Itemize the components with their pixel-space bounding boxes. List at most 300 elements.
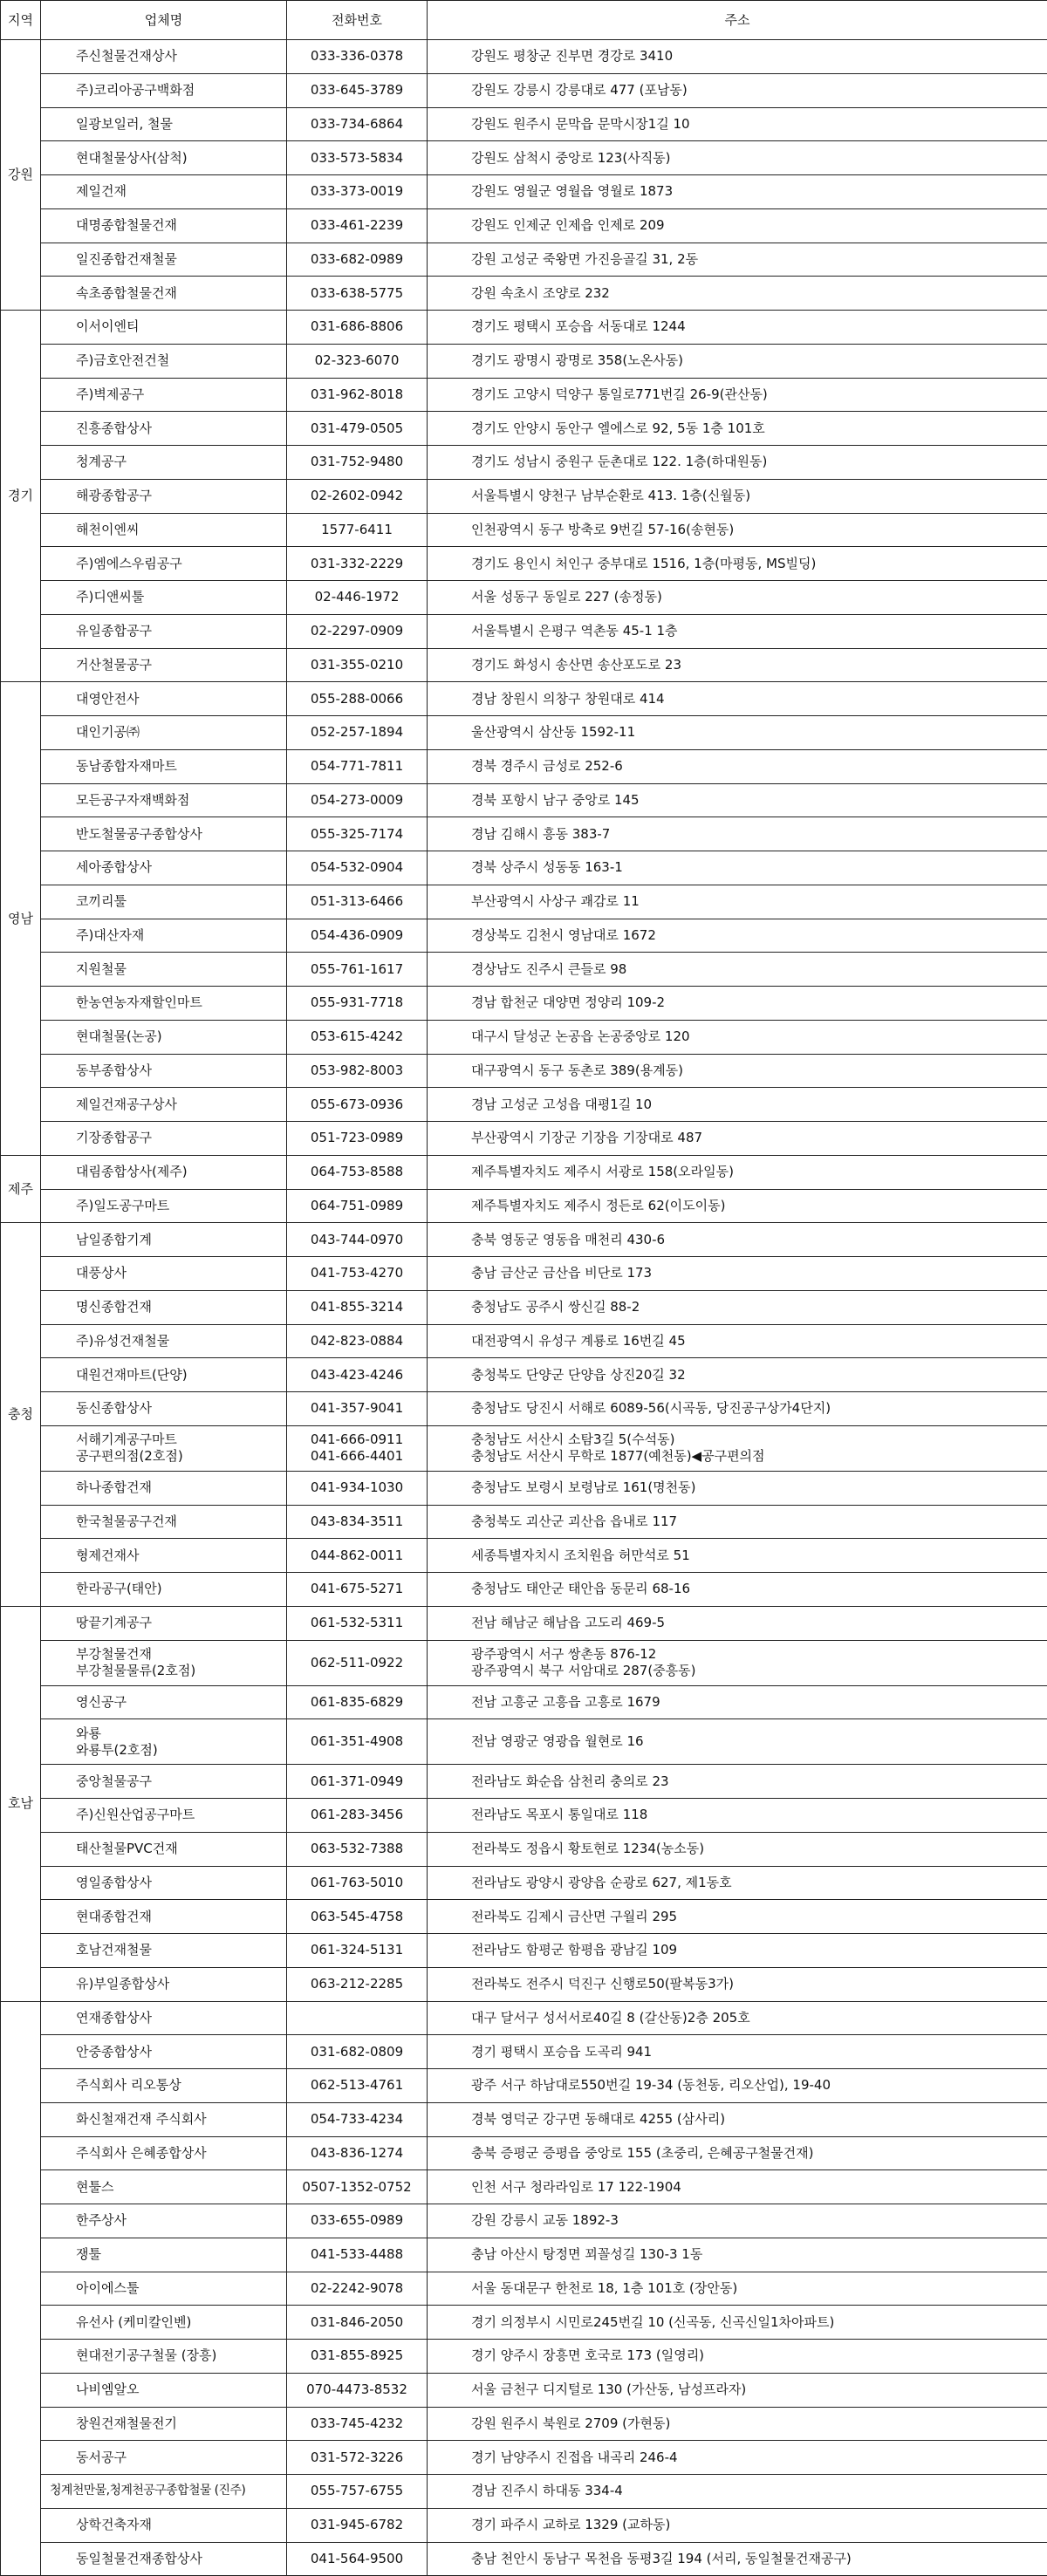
table-row xyxy=(1,783,1047,817)
phone-cell xyxy=(287,648,428,682)
phone-number-line: 02-446-1972 xyxy=(291,589,423,605)
address-line: 경기도 광명시 광명로 358(노온사동) xyxy=(471,352,1042,369)
table-row xyxy=(1,953,1047,987)
phone-cell xyxy=(287,1606,428,1640)
address-line: 전라북도 김제시 금산면 구월리 295 xyxy=(471,1909,1042,1925)
phone-cell xyxy=(287,1054,428,1088)
address-line: 울산광역시 삼산동 1592-11 xyxy=(471,724,1042,741)
table-row xyxy=(1,1290,1047,1324)
address-cell xyxy=(428,344,1047,378)
company-name-line: 세아종합상사 xyxy=(76,859,281,876)
address-cell xyxy=(428,1505,1047,1539)
table-row xyxy=(1,1155,1047,1189)
company-name-line: 호남건재철물 xyxy=(76,1942,281,1958)
address-line: 경남 진주시 하대동 334-4 xyxy=(471,2483,1042,2499)
address-line: 광주광역시 서구 쌍촌동 876-12 xyxy=(471,1646,1042,1663)
address-cell xyxy=(428,2373,1047,2407)
table-row xyxy=(1,2069,1047,2103)
address-line: 충청북도 괴산군 괴산읍 읍내로 117 xyxy=(471,1513,1042,1530)
phone-number-line: 033-336-0378 xyxy=(291,48,423,65)
address-line: 강원도 평창군 진부면 경강로 3410 xyxy=(471,48,1042,65)
address-cell xyxy=(428,2069,1047,2103)
address-cell xyxy=(428,614,1047,648)
address-line: 제주특별자치도 제주시 서광로 158(오라일동) xyxy=(471,1164,1042,1180)
company-name-cell xyxy=(41,2238,287,2272)
address-line: 경남 고성군 고성읍 대평1길 10 xyxy=(471,1097,1042,1113)
table-row xyxy=(1,648,1047,682)
phone-cell xyxy=(287,2508,428,2542)
address-line: 광주광역시 북구 서암대로 287(중흥동) xyxy=(471,1663,1042,1679)
table-row xyxy=(1,1934,1047,1968)
table-row xyxy=(1,208,1047,243)
phone-cell xyxy=(287,446,428,480)
address-line: 인천광역시 동구 방축로 9번길 57-16(송현동) xyxy=(471,522,1042,538)
address-line: 충남 금산군 금산읍 비단로 173 xyxy=(471,1265,1042,1281)
company-name-cell xyxy=(41,378,287,412)
phone-cell xyxy=(287,919,428,953)
address-line: 서울특별시 은평구 역촌동 45-1 1층 xyxy=(471,623,1042,639)
address-cell xyxy=(428,1290,1047,1324)
company-name-line: 아이에스툴 xyxy=(76,2280,281,2297)
table-row xyxy=(1,614,1047,648)
address-cell xyxy=(428,2136,1047,2170)
phone-cell xyxy=(287,2542,428,2576)
company-name-cell xyxy=(41,716,287,750)
company-name-line: 유선사 (케미칼인벤) xyxy=(76,2314,281,2331)
phone-cell xyxy=(287,1088,428,1122)
company-name-line: 대인기공㈜ xyxy=(76,724,281,741)
table-body xyxy=(1,40,1047,2576)
phone-cell xyxy=(287,682,428,716)
address-cell xyxy=(428,1866,1047,1900)
address-cell xyxy=(428,446,1047,480)
company-name-cell xyxy=(41,175,287,209)
address-line: 강원 속초시 조양로 232 xyxy=(471,285,1042,302)
company-name-cell xyxy=(41,40,287,74)
phone-cell xyxy=(287,1223,428,1257)
phone-cell xyxy=(287,277,428,311)
company-name-cell xyxy=(41,243,287,277)
region-cell: 경기 xyxy=(1,311,41,682)
phone-number-line: 031-682-0809 xyxy=(291,2044,423,2060)
phone-cell xyxy=(287,1471,428,1505)
phone-cell xyxy=(287,581,428,615)
table-row xyxy=(1,107,1047,141)
table-row xyxy=(1,1358,1047,1392)
phone-number-line: 031-752-9480 xyxy=(291,454,423,470)
company-name-line: 부강철물물류(2호점) xyxy=(76,1663,281,1679)
phone-cell xyxy=(287,513,428,547)
table-row xyxy=(1,1223,1047,1257)
address-line: 대구 달서구 성서서로40길 8 (갈산동)2층 205호 xyxy=(471,2010,1042,2026)
address-cell xyxy=(428,1900,1047,1934)
address-cell xyxy=(428,1573,1047,1607)
company-name-cell xyxy=(41,1539,287,1573)
company-name-cell xyxy=(41,141,287,175)
company-name-line: 와룡투(2호점) xyxy=(76,1742,281,1759)
company-name-line: 기장종합공구 xyxy=(76,1130,281,1146)
phone-number-line: 054-532-0904 xyxy=(291,859,423,876)
company-name-line: 청계천만물,청계천공구종합철물 (진주) xyxy=(50,2483,281,2499)
company-name-line: 안중종합상사 xyxy=(76,2044,281,2060)
phone-number-line: 033-461-2239 xyxy=(291,217,423,234)
company-name-line: 현대철물(논공) xyxy=(76,1028,281,1045)
phone-number-line: 031-355-0210 xyxy=(291,657,423,673)
company-name-line: 반도철물공구종합상사 xyxy=(76,826,281,843)
phone-cell xyxy=(287,175,428,209)
address-line: 충청남도 태안군 태안읍 동문리 68-16 xyxy=(471,1581,1042,1597)
company-name-cell xyxy=(41,682,287,716)
company-name-line: 청계공구 xyxy=(76,454,281,470)
phone-cell xyxy=(287,1719,428,1765)
address-cell xyxy=(428,1223,1047,1257)
address-cell xyxy=(428,378,1047,412)
address-line: 경기도 고양시 덕양구 통일로771번길 26-9(관산동) xyxy=(471,386,1042,403)
company-name-cell xyxy=(41,208,287,243)
phone-cell xyxy=(287,243,428,277)
phone-cell xyxy=(287,2441,428,2475)
region-cell: 충청 xyxy=(1,1223,41,1607)
company-name-line: 주)엠에스우림공구 xyxy=(76,556,281,572)
address-cell xyxy=(428,1606,1047,1640)
company-name-line: 동신종합상사 xyxy=(76,1400,281,1417)
phone-cell xyxy=(287,1020,428,1054)
company-name-line: 명신종합건재 xyxy=(76,1299,281,1315)
region-cell: 강원 xyxy=(1,40,41,311)
phone-cell xyxy=(287,1640,428,1685)
address-line: 충남 천안시 동남구 목천읍 동평3길 194 (서리, 동일철물건재공구) xyxy=(471,2551,1042,2567)
phone-number-line: 033-682-0989 xyxy=(291,251,423,268)
company-name-cell xyxy=(41,1573,287,1607)
address-cell xyxy=(428,581,1047,615)
company-name-cell xyxy=(41,1719,287,1765)
address-cell xyxy=(428,141,1047,175)
phone-cell xyxy=(287,1685,428,1719)
address-line: 전라남도 광양시 광양읍 순광로 627, 제1동호 xyxy=(471,1875,1042,1891)
company-name-cell xyxy=(41,1392,287,1426)
company-name-cell xyxy=(41,1967,287,2001)
address-cell xyxy=(428,682,1047,716)
phone-number-line: 054-273-0009 xyxy=(291,792,423,809)
table-row xyxy=(1,175,1047,209)
company-name-cell xyxy=(41,2272,287,2306)
region-cell: 호남 xyxy=(1,1606,41,2001)
company-name-cell xyxy=(41,1832,287,1866)
phone-number-line: 063-532-7388 xyxy=(291,1841,423,1857)
phone-number-line: 031-479-0505 xyxy=(291,420,423,437)
address-cell xyxy=(428,885,1047,919)
company-name-line: 현대종합건재 xyxy=(76,1909,281,1925)
table-row xyxy=(1,2306,1047,2340)
address-line: 서울 금천구 디지털로 130 (가산동, 남성프라자) xyxy=(471,2381,1042,2398)
company-name-line: 연재종합상사 xyxy=(76,2010,281,2026)
phone-number-line: 031-962-8018 xyxy=(291,386,423,403)
company-name-line: 대림종합상사(제주) xyxy=(76,1164,281,1180)
address-cell xyxy=(428,2306,1047,2340)
phone-cell xyxy=(287,2102,428,2136)
phone-cell xyxy=(287,1765,428,1799)
phone-cell xyxy=(287,987,428,1021)
phone-number-line: 1577-6411 xyxy=(291,522,423,538)
table-row xyxy=(1,1866,1047,1900)
region-cell: 제주 xyxy=(1,1155,41,1223)
phone-cell xyxy=(287,311,428,345)
phone-number-line: 043-744-0970 xyxy=(291,1232,423,1248)
company-name-cell xyxy=(41,2306,287,2340)
address-line: 경남 김해시 흥동 383-7 xyxy=(471,826,1042,843)
phone-number-line: 031-572-3226 xyxy=(291,2450,423,2466)
phone-number-line: 041-753-4270 xyxy=(291,1265,423,1281)
phone-cell xyxy=(287,2001,428,2035)
address-line: 전라남도 함평군 함평읍 광남길 109 xyxy=(471,1942,1042,1958)
company-name-cell xyxy=(41,513,287,547)
company-name-cell xyxy=(41,2373,287,2407)
company-name-line: 현툴스 xyxy=(76,2179,281,2196)
address-cell xyxy=(428,208,1047,243)
phone-cell xyxy=(287,1122,428,1156)
phone-number-line: 041-564-9500 xyxy=(291,2551,423,2567)
phone-cell xyxy=(287,817,428,851)
table-row xyxy=(1,1324,1047,1358)
company-name-line: 주)금호안전건철 xyxy=(76,352,281,369)
address-line: 경기 의정부시 시민로245번길 10 (신곡동, 신곡신일1차아파트) xyxy=(471,2314,1042,2331)
address-line: 경상남도 진주시 큰들로 98 xyxy=(471,961,1042,978)
address-line: 경남 창원시 의창구 창원대로 414 xyxy=(471,691,1042,707)
phone-number-line: 041-855-3214 xyxy=(291,1299,423,1315)
address-cell xyxy=(428,1685,1047,1719)
address-line: 충남 아산시 탕정면 꾀꼴성길 130-3 1동 xyxy=(471,2246,1042,2263)
address-cell xyxy=(428,851,1047,885)
table-row xyxy=(1,2340,1047,2374)
company-name-line: 한농연농자재할인마트 xyxy=(76,994,281,1011)
table-row xyxy=(1,513,1047,547)
phone-number-line: 052-257-1894 xyxy=(291,724,423,741)
company-name-cell xyxy=(41,479,287,513)
address-line: 서울특별시 양천구 남부순환로 413. 1층(신월동) xyxy=(471,488,1042,504)
company-name-line: 주신철물건재상사 xyxy=(76,48,281,65)
company-name-cell xyxy=(41,919,287,953)
address-cell xyxy=(428,1122,1047,1156)
phone-cell xyxy=(287,1539,428,1573)
phone-number-line: 031-855-8925 xyxy=(291,2347,423,2364)
phone-cell xyxy=(287,953,428,987)
phone-cell xyxy=(287,2069,428,2103)
address-line: 충청남도 당진시 서해로 6089-56(시곡동, 당진공구상가4단지) xyxy=(471,1400,1042,1417)
phone-cell xyxy=(287,1799,428,1833)
company-name-line: 공구편의점(2호점) xyxy=(76,1448,281,1465)
address-cell xyxy=(428,107,1047,141)
company-name-cell xyxy=(41,1257,287,1291)
company-name-line: 동남종합자재마트 xyxy=(76,758,281,775)
address-cell xyxy=(428,243,1047,277)
company-name-cell xyxy=(41,412,287,446)
company-name-cell xyxy=(41,2035,287,2069)
address-line: 부산광역시 사상구 괘감로 11 xyxy=(471,893,1042,910)
address-cell xyxy=(428,2340,1047,2374)
address-cell xyxy=(428,987,1047,1021)
address-cell xyxy=(428,2001,1047,2035)
phone-cell xyxy=(287,1392,428,1426)
address-line: 경기도 평택시 포승읍 서동대로 1244 xyxy=(471,318,1042,335)
phone-cell xyxy=(287,749,428,783)
table-row xyxy=(1,716,1047,750)
phone-number-line: 055-761-1617 xyxy=(291,961,423,978)
address-cell xyxy=(428,1471,1047,1505)
address-line: 경북 상주시 성동동 163-1 xyxy=(471,859,1042,876)
company-name-cell xyxy=(41,1866,287,1900)
address-cell xyxy=(428,1155,1047,1189)
address-line: 전라북도 전주시 덕진구 신행로50(팔복동3가) xyxy=(471,1976,1042,1992)
company-name-cell xyxy=(41,1934,287,1968)
address-cell xyxy=(428,311,1047,345)
phone-cell xyxy=(287,1189,428,1223)
phone-number-line: 054-733-4234 xyxy=(291,2111,423,2128)
table-row xyxy=(1,851,1047,885)
address-line: 부산광역시 기장군 기장읍 기장대로 487 xyxy=(471,1130,1042,1146)
address-line: 세종특별자치시 조치원읍 허만석로 51 xyxy=(471,1548,1042,1564)
company-name-line: 나비엠알오 xyxy=(76,2381,281,2398)
phone-number-line: 055-757-6755 xyxy=(291,2483,423,2499)
company-name-cell xyxy=(41,1765,287,1799)
phone-cell xyxy=(287,141,428,175)
phone-number-line: 054-436-0909 xyxy=(291,927,423,944)
company-name-line: 제일건재 xyxy=(76,183,281,200)
phone-cell xyxy=(287,2170,428,2204)
table-row xyxy=(1,2508,1047,2542)
table-row xyxy=(1,1539,1047,1573)
company-name-cell xyxy=(41,1324,287,1358)
phone-number-line: 02-2242-9078 xyxy=(291,2280,423,2297)
phone-number-line: 033-638-5775 xyxy=(291,285,423,302)
address-cell xyxy=(428,1425,1047,1471)
company-name-cell xyxy=(41,1020,287,1054)
address-line: 충북 영동군 영동읍 매천리 430-6 xyxy=(471,1232,1042,1248)
company-name-line: 진흥종합상사 xyxy=(76,420,281,437)
table-row xyxy=(1,581,1047,615)
address-cell xyxy=(428,817,1047,851)
phone-cell xyxy=(287,1257,428,1291)
company-name-cell xyxy=(41,311,287,345)
phone-number-line: 064-753-8588 xyxy=(291,1164,423,1180)
address-line: 경기 평택시 포승읍 도곡리 941 xyxy=(471,2044,1042,2060)
company-name-cell xyxy=(41,2542,287,2576)
region-cell xyxy=(1,2001,41,2576)
table-row xyxy=(1,1606,1047,1640)
table-row xyxy=(1,1020,1047,1054)
company-name-line: 주)코리아공구백화점 xyxy=(76,82,281,99)
address-line: 충북 증평군 증평읍 중앙로 155 (초중리, 은혜공구철물건재) xyxy=(471,2145,1042,2162)
address-line: 광주 서구 하남대로550번길 19-34 (동천동, 리오산업), 19-40 xyxy=(471,2077,1042,2094)
phone-cell xyxy=(287,2407,428,2441)
phone-number-line: 061-351-4908 xyxy=(291,1733,423,1750)
phone-cell xyxy=(287,208,428,243)
phone-cell xyxy=(287,1358,428,1392)
phone-number-line: 033-645-3789 xyxy=(291,82,423,99)
address-line: 강원도 원주시 문막읍 문막시장1길 10 xyxy=(471,116,1042,133)
phone-cell xyxy=(287,1967,428,2001)
phone-number-line: 031-846-2050 xyxy=(291,2314,423,2331)
company-name-line: 대영안전사 xyxy=(76,691,281,707)
company-name-line: 대명종합철물건재 xyxy=(76,217,281,234)
phone-number-line: 061-532-5311 xyxy=(291,1615,423,1631)
table-row xyxy=(1,141,1047,175)
address-line: 경북 포항시 남구 중앙로 145 xyxy=(471,792,1042,809)
phone-number-line: 041-934-1030 xyxy=(291,1479,423,1496)
phone-number-line: 053-615-4242 xyxy=(291,1028,423,1045)
address-cell xyxy=(428,1799,1047,1833)
phone-cell xyxy=(287,1505,428,1539)
phone-cell xyxy=(287,73,428,107)
address-line: 전라남도 목포시 통일대로 118 xyxy=(471,1807,1042,1823)
company-name-cell xyxy=(41,2407,287,2441)
phone-number-line: 0507-1352-0752 xyxy=(291,2179,423,2196)
table-row xyxy=(1,2272,1047,2306)
table-row xyxy=(1,1573,1047,1607)
table-row xyxy=(1,987,1047,1021)
company-name-line: 일광보일러, 철물 xyxy=(76,116,281,133)
company-name-line: 동부종합상사 xyxy=(76,1063,281,1079)
address-line: 서울 성동구 동일로 227 (송정동) xyxy=(471,589,1042,605)
company-name-cell xyxy=(41,614,287,648)
phone-number-line: 061-283-3456 xyxy=(291,1807,423,1823)
company-name-line: 주)벽제공구 xyxy=(76,386,281,403)
phone-cell xyxy=(287,851,428,885)
company-name-cell xyxy=(41,581,287,615)
company-name-line: 주)유성건재철물 xyxy=(76,1333,281,1349)
company-name-line: 제일건재공구상사 xyxy=(76,1097,281,1113)
phone-number-line: 041-533-4488 xyxy=(291,2246,423,2263)
phone-cell xyxy=(287,2340,428,2374)
phone-number-line: 02-2602-0942 xyxy=(291,488,423,504)
phone-cell xyxy=(287,412,428,446)
address-line: 경남 합천군 대양면 정양리 109-2 xyxy=(471,994,1042,1011)
phone-number-line: 031-945-6782 xyxy=(291,2517,423,2533)
phone-number-line: 063-212-2285 xyxy=(291,1976,423,1992)
company-name-line: 형제건재사 xyxy=(76,1548,281,1564)
address-cell xyxy=(428,1020,1047,1054)
phone-cell xyxy=(287,1866,428,1900)
company-name-cell xyxy=(41,1122,287,1156)
phone-number-line: 051-313-6466 xyxy=(291,893,423,910)
address-line: 전남 고흥군 고흥읍 고흥로 1679 xyxy=(471,1694,1042,1711)
phone-cell xyxy=(287,2272,428,2306)
phone-cell xyxy=(287,1573,428,1607)
company-name-cell xyxy=(41,1155,287,1189)
company-name-line: 동일철물건재종합상사 xyxy=(76,2551,281,2567)
table-row xyxy=(1,749,1047,783)
table-row xyxy=(1,2102,1047,2136)
table-row xyxy=(1,2001,1047,2035)
header-address: 주소 xyxy=(428,1,1047,40)
phone-number-line: 031-332-2229 xyxy=(291,556,423,572)
company-name-cell xyxy=(41,1189,287,1223)
address-line: 경기도 용인시 처인구 중부대로 1516, 1층(마평동, MS빌딩) xyxy=(471,556,1042,572)
table-row xyxy=(1,446,1047,480)
phone-cell xyxy=(287,1900,428,1934)
company-name-cell xyxy=(41,446,287,480)
table-row xyxy=(1,1832,1047,1866)
table-row xyxy=(1,344,1047,378)
company-name-line: 남일종합기계 xyxy=(76,1232,281,1248)
table-row xyxy=(1,73,1047,107)
company-name-line: 한주상사 xyxy=(76,2212,281,2229)
phone-cell xyxy=(287,547,428,581)
table-row xyxy=(1,1189,1047,1223)
table-row xyxy=(1,2136,1047,2170)
company-name-line: 일진종합건재철물 xyxy=(76,251,281,268)
address-line: 강원도 강릉시 강릉대로 477 (포남동) xyxy=(471,82,1042,99)
company-name-line: 유)부일종합상사 xyxy=(76,1976,281,1992)
